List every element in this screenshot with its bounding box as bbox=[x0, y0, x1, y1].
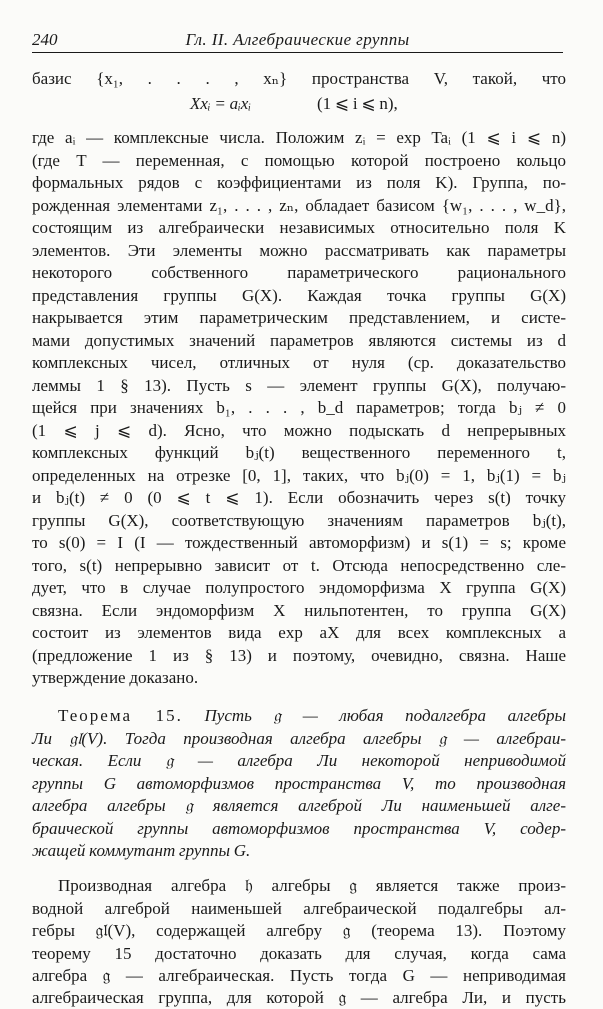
theorem-line: ческая. Если 𝔤 — алгебра Ли некоторой неприводимой bbox=[32, 751, 566, 770]
text-line: то s(0) = I (I — тождественный автоморфизм) и s(1) = s; кроме bbox=[32, 533, 566, 552]
theorem-text: Пусть 𝔤 — любая подалгебра алгебры bbox=[204, 706, 567, 725]
text-line: мами допустимых значений параметров являются системы из d bbox=[32, 331, 566, 350]
theorem-line: алгебра алгебры 𝔤 является алгеброй Ли наименьшей алге- bbox=[32, 796, 566, 815]
text-line: представления группы G(X). Каждая точка группы G(X) bbox=[32, 286, 566, 305]
text-line: комплексных функций bⱼ(t) вещественного переменного t, bbox=[32, 443, 566, 462]
text-line: некоторого собственного параметрического рационального bbox=[32, 263, 566, 282]
theorem-line: браической группы автоморфизмов пространства V, содер- bbox=[32, 819, 566, 838]
text-line: дует, что в случае полупростого эндоморфизма X группа G(X) bbox=[32, 578, 566, 597]
page-number: 240 bbox=[32, 30, 58, 49]
text-line: того, s(t) непрерывно зависит от t. Отсюда непосредственно сле- bbox=[32, 556, 566, 575]
header-rule bbox=[32, 52, 563, 53]
text-line: рожденная элементами z₁, . . . , zₙ, обладает базисом {w₁, . . . , w_d}, bbox=[32, 196, 566, 215]
formula: Xxᵢ = aᵢxᵢ bbox=[190, 94, 252, 113]
text-line: алгебра 𝔤 — алгебраическая. Пусть тогда G — неприводимая bbox=[32, 966, 566, 985]
theorem-label: Теорема 15. bbox=[58, 706, 183, 725]
text-line: состоит из элементов вида exp aX для всех комплексных a bbox=[32, 623, 566, 642]
text-line: алгебраическая группа, для которой 𝔤 — алгебра Ли, и пусть bbox=[32, 988, 566, 1007]
text-line-indented bbox=[32, 875, 566, 897]
text-line: и bⱼ(t) ≠ 0 (0 ⩽ t ⩽ 1). Если обозначить через s(t) точку bbox=[32, 488, 566, 507]
text-line: водной алгеброй наименьшей алгебраической подалгебры ал- bbox=[32, 899, 566, 918]
theorem-line: Ли 𝔤𝔩(V). Тогда производная алгебра алгебры 𝔤 — алгебраи- bbox=[32, 729, 566, 748]
text-line: леммы 1 § 13). Пусть s — элемент группы G(X), получаю- bbox=[32, 376, 566, 395]
text-line: (предложение 1 из § 13) и поэтому, очевидно, связна. Наше bbox=[32, 646, 566, 665]
text-line: где aᵢ — комплексные числа. Положим zᵢ = exp Taᵢ (1 ⩽ i ⩽ n) bbox=[32, 128, 566, 147]
text-line: состоящим из алгебраически независимых относительно поля K bbox=[32, 218, 566, 237]
text-line: Производная алгебра 𝔥 алгебры 𝔤 является также произ- bbox=[58, 876, 566, 895]
text-line: связна. Если эндоморфизм X нильпотентен, то группа G(X) bbox=[32, 601, 566, 620]
text-line: накрывается этим параметрическим представлением, и систе- bbox=[32, 308, 566, 327]
theorem-line: группы G автоморфизмов пространства V, то производная bbox=[32, 774, 566, 793]
text-line: (1 ⩽ j ⩽ d). Ясно, что можно подыскать d непрерывных bbox=[32, 421, 566, 440]
text-line: определенных на отрезке [0, 1], таких, что bⱼ(0) = 1, bⱼ(1) = bⱼ bbox=[32, 466, 566, 485]
text-line: формальных рядов с коэффициентами из поля K). Группа, по- bbox=[32, 173, 566, 192]
text-line: элементов. Эти элементы можно рассматривать как параметры bbox=[32, 241, 566, 260]
formula-condition: (1 ⩽ i ⩽ n), bbox=[317, 94, 398, 113]
text-line: теорему 15 достаточно доказать для случая, когда сама bbox=[32, 944, 566, 963]
text-line: базис {x₁, . . . , xₙ} пространства V, такой, что bbox=[32, 69, 566, 88]
text-line: (где T — переменная, с помощью которой построено кольцо bbox=[32, 151, 566, 170]
page-header bbox=[32, 30, 563, 50]
theorem-first-line bbox=[32, 705, 566, 727]
text-line: утверждение доказано. bbox=[32, 668, 199, 687]
text-line: группы G(X), соответствующую значениям параметров bⱼ(t), bbox=[32, 511, 566, 530]
theorem-line: жащей коммутант группы G. bbox=[32, 841, 251, 860]
text-line: гебры 𝔤𝔩(V), содержащей алгебру 𝔤 (теорема 13). Поэтому bbox=[32, 921, 566, 940]
running-title: Гл. II. Алгебраические группы bbox=[185, 30, 410, 49]
text-line: комплексных чисел, отличных от нуля (ср. доказательство bbox=[32, 353, 566, 372]
text-line: щейся при значениях b₁, . . . , b_d параметров; тогда bⱼ ≠ 0 bbox=[32, 398, 566, 417]
